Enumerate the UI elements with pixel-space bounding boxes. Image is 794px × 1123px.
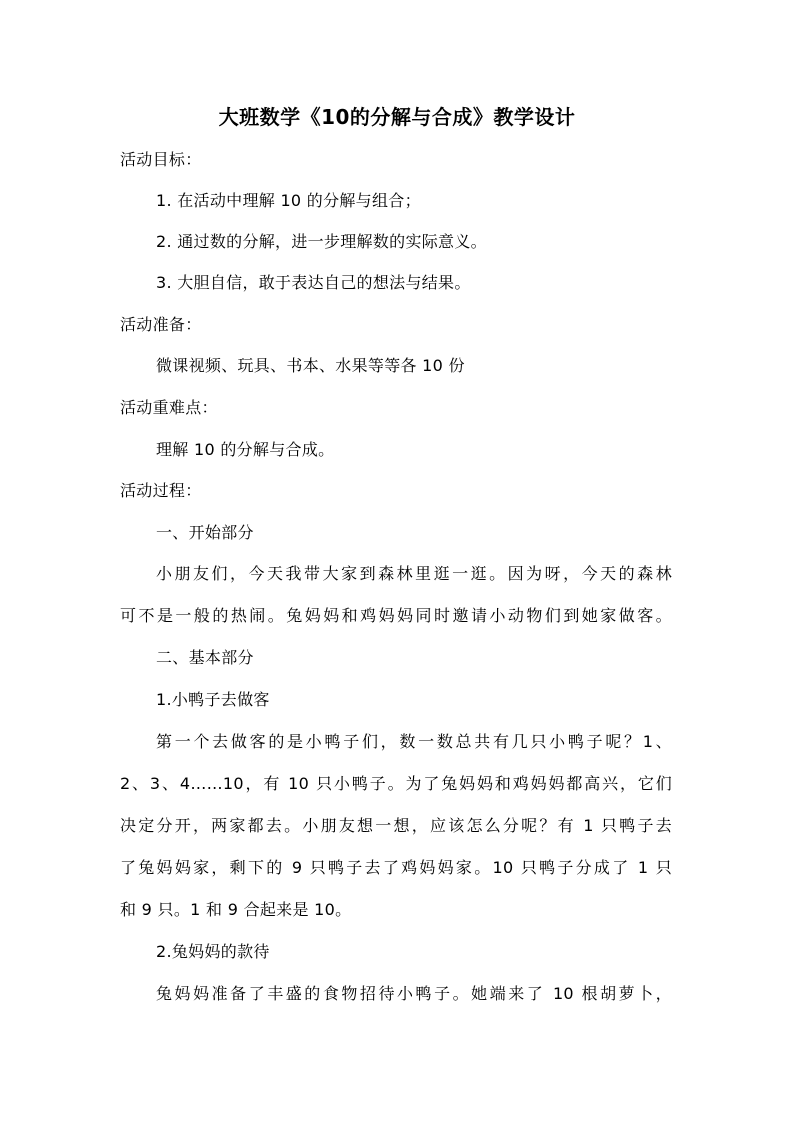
objective-item-1: 1. 在活动中理解 10 的分解与组合； xyxy=(156,191,421,210)
subsection-ducks-heading: 1.小鸭子去做客 xyxy=(156,690,270,709)
objective-item-2: 2. 通过数的分解，进一步理解数的实际意义。 xyxy=(156,232,487,251)
section-heading-objectives: 活动目标： xyxy=(120,150,202,169)
process-part-2-heading: 二、基本部分 xyxy=(156,648,254,667)
section-heading-key-points: 活动重难点： xyxy=(120,398,218,417)
key-points-text: 理解 10 的分解与合成。 xyxy=(156,440,335,459)
preparation-text: 微课视频、玩具、书本、水果等等各 10 份 xyxy=(156,356,465,375)
section-heading-preparation: 活动准备： xyxy=(120,315,202,334)
section-heading-process: 活动过程： xyxy=(120,481,202,500)
paragraph-intro-line-2: 可不是一般的热闹。兔妈妈和鸡妈妈同时邀请小动物们到她家做客。 xyxy=(120,606,672,625)
paragraph-ducks-line-3: 决定分开，两家都去。小朋友想一想，应该怎么分呢？有 1 只鸭子去 xyxy=(120,816,672,835)
paragraph-ducks-line-5: 和 9 只。1 和 9 合起来是 10。 xyxy=(120,900,352,919)
paragraph-intro-line-1: 小朋友们，今天我带大家到森林里逛一逛。因为呀，今天的森林 xyxy=(156,564,672,583)
paragraph-ducks-line-1: 第一个去做客的是小鸭子们，数一数总共有几只小鸭子呢？1、 xyxy=(156,732,672,751)
paragraph-ducks-line-4: 了兔妈妈家，剩下的 9 只鸭子去了鸡妈妈家。10 只鸭子分成了 1 只 xyxy=(120,858,672,877)
process-part-1-heading: 一、开始部分 xyxy=(156,523,254,542)
paragraph-rabbit-line-1: 兔妈妈准备了丰盛的食物招待小鸭子。她端来了 10 根胡萝卜， xyxy=(156,984,672,1003)
paragraph-ducks-line-2: 2、3、4……10，有 10 只小鸭子。为了兔妈妈和鸡妈妈都高兴，它们 xyxy=(120,774,672,793)
objective-item-3: 3. 大胆自信，敢于表达自己的想法与结果。 xyxy=(156,273,471,292)
document-title: 大班数学《10的分解与合成》教学设计 xyxy=(218,105,576,129)
subsection-rabbit-heading: 2.兔妈妈的款待 xyxy=(156,942,270,961)
